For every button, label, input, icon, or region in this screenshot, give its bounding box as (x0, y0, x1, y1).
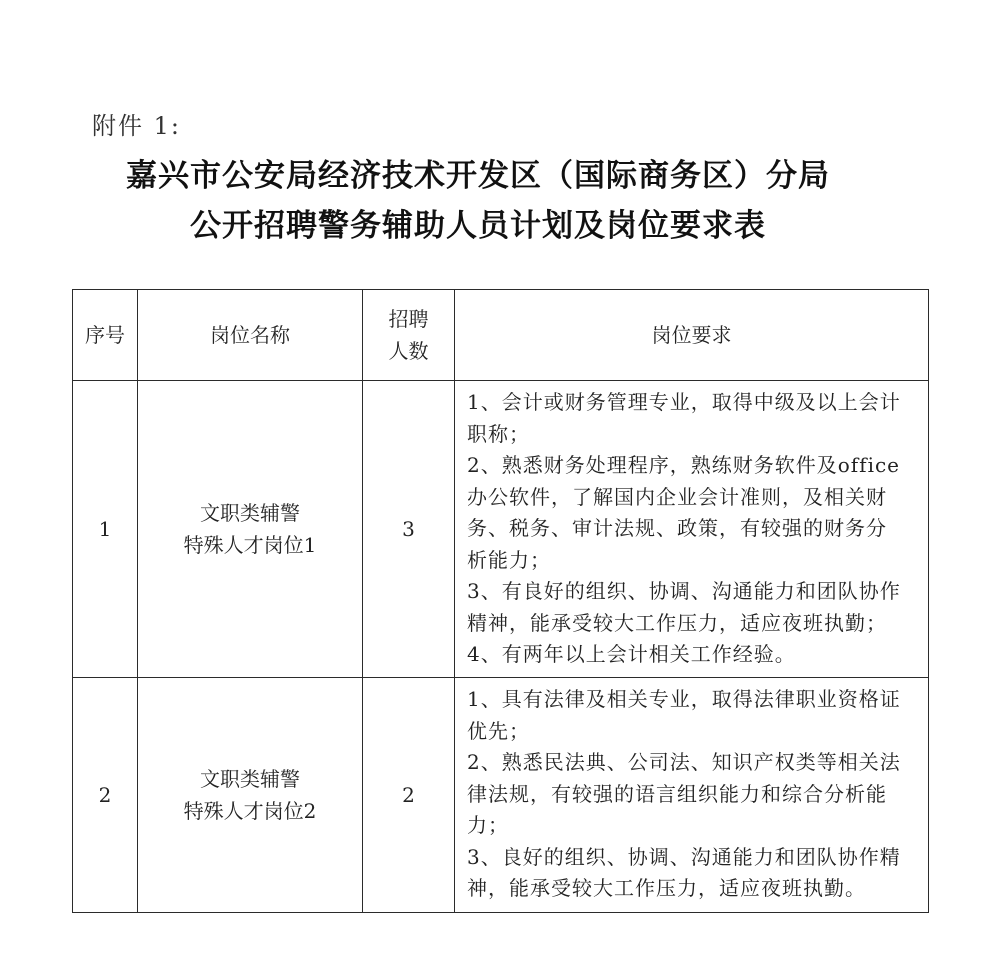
row-recruit-count: 3 (363, 381, 455, 678)
attachment-label: 附件 1: (92, 112, 181, 140)
table-row (73, 677, 929, 912)
row-seq: 1 (73, 381, 138, 678)
row-requirements (455, 381, 929, 678)
document-title-line-2: 公开招聘警务辅助人员计划及岗位要求表 (190, 208, 766, 244)
row-seq: 2 (73, 677, 138, 912)
requirement-line: 2、熟悉民法典、公司法、知识产权类等相关法 (467, 750, 901, 775)
requirement-line: 律法规，有较强的语言组织能力和综合分析能 (467, 781, 887, 806)
requirement-line: 析能力； (467, 547, 551, 572)
header-recruit-count (363, 290, 455, 381)
requirement-line: 神，能承受较大工作压力，适应夜班执勤。 (467, 876, 866, 901)
requirement-line: 3、良好的组织、协调、沟通能力和团队协作精 (467, 844, 901, 869)
document-title-line-1: 嘉兴市公安局经济技术开发区（国际商务区）分局 (126, 158, 830, 194)
requirement-line: 1、会计或财务管理专业，取得中级及以上会计 (467, 390, 901, 414)
header-recruit-count-line-2: 人数 (388, 339, 429, 363)
header-recruit-count-line-1: 招聘 (388, 307, 429, 331)
requirement-line: 精神，能承受较大工作压力，适应夜班执勤； (467, 610, 887, 635)
requirement-line: 务、税务、审计法规、政策，有较强的财务分 (467, 516, 887, 540)
header-position-name: 岗位名称 (138, 290, 363, 381)
table-row (73, 381, 929, 678)
position-name-line-2: 特殊人才岗位2 (183, 798, 317, 823)
requirement-line: 优先； (467, 718, 530, 743)
requirement-line: 办公软件，了解国内企业会计准则，及相关财 (467, 484, 887, 509)
requirement-line: 3、有良好的组织、协调、沟通能力和团队协作 (467, 579, 901, 603)
header-seq: 序号 (73, 290, 138, 381)
row-position-name (138, 381, 363, 678)
position-name-line-2: 特殊人才岗位1 (183, 532, 317, 557)
requirement-line: 2、熟悉财务处理程序，熟练财务软件及office (467, 453, 901, 477)
position-name-line-1: 文职类辅警 (200, 500, 300, 525)
row-requirements (455, 677, 929, 912)
position-name-line-1: 文职类辅警 (200, 766, 300, 791)
recruitment-table (72, 289, 929, 913)
row-recruit-count: 2 (363, 677, 455, 912)
requirement-line: 力； (467, 813, 509, 838)
table-header-row (73, 290, 929, 381)
row-position-name (138, 677, 363, 912)
requirement-line: 1、具有法律及相关专业，取得法律职业资格证 (467, 687, 901, 712)
requirement-line: 职称； (467, 421, 530, 446)
header-requirements: 岗位要求 (455, 290, 929, 381)
requirement-line: 4、有两年以上会计相关工作经验。 (467, 642, 796, 666)
